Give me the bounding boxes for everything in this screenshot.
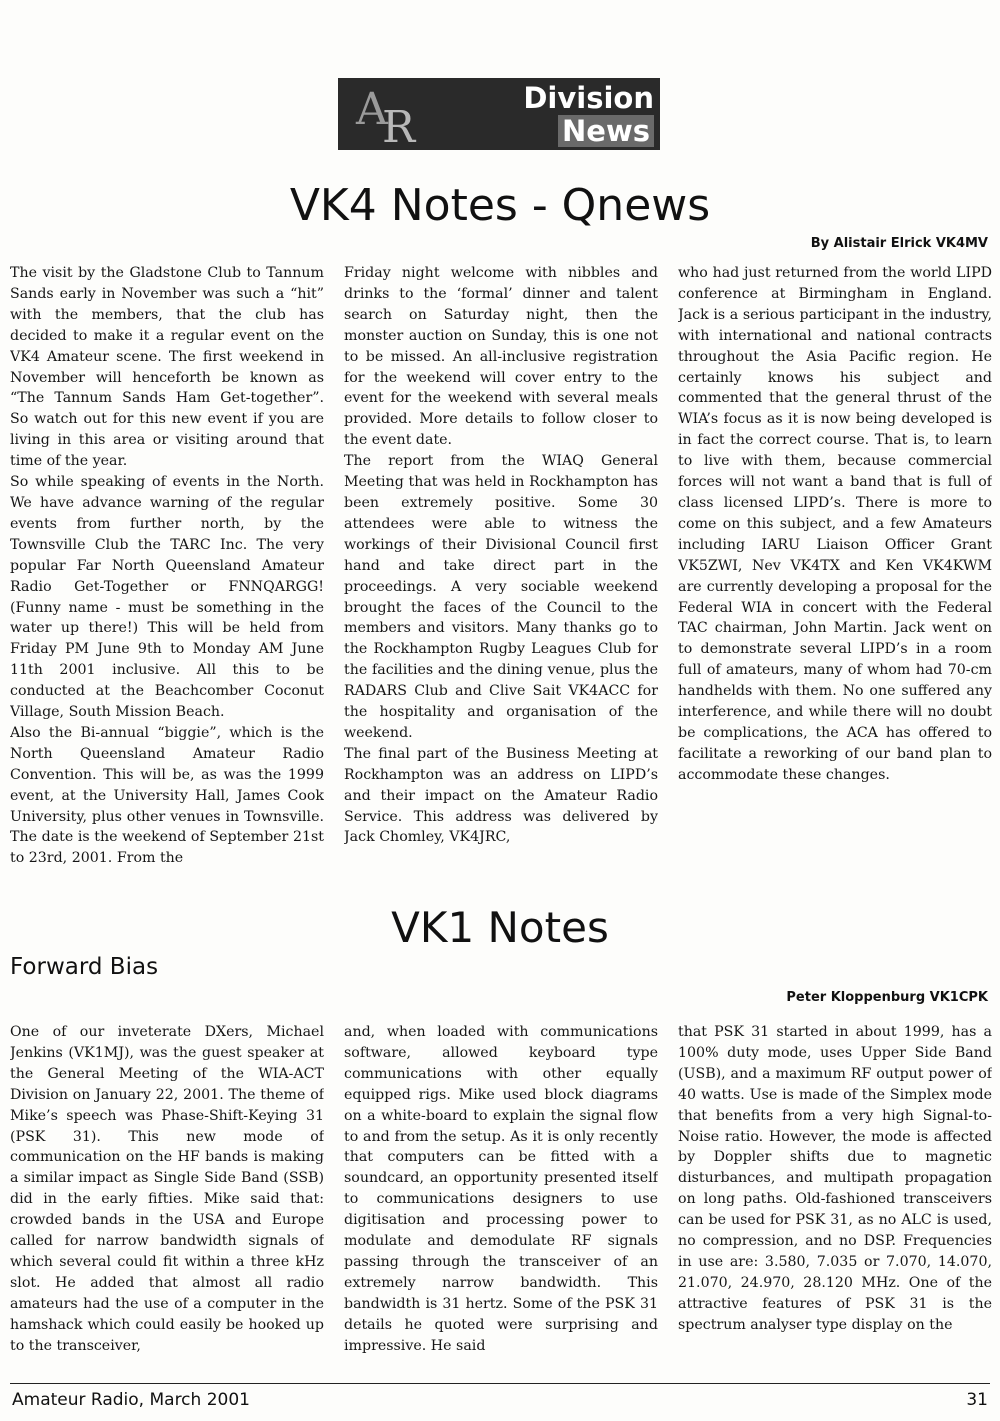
banner-line-division: Division bbox=[523, 81, 654, 115]
vk4-title: VK4 Notes - Qnews bbox=[289, 180, 711, 231]
vk1-column-2 bbox=[344, 1022, 658, 1377]
footer-publication: Amateur Radio, March 2001 bbox=[12, 1390, 250, 1410]
vk4-col1-para-1: The visit by the Gladstone Club to Tannum Sands early in November was such a “hit” with the members, that the club has decided to make it a regular event on the VK4 Amateur scene. The first weekend in November will henceforth be known as “The Tannum Sands Ham Get-together”. So watch out for this new event if you are living in this area or visiting around that time of the year. bbox=[10, 265, 324, 470]
vk1-byline: Peter Kloppenburg VK1CPK bbox=[786, 990, 988, 1005]
vk4-column-2 bbox=[344, 263, 658, 893]
vk1-col2-para-1: and, when loaded with communications software, allowed keyboard type communications with other equally equipped rigs. Mike used block diagrams on a white-board to explain the signal flow to and from the setup. As it is only recently that computers can be fitted with a soundcard, an opportunity presented itself to communications designers to use digitisation and processing power to modulate and demodulate RF signals passing through the transceiver of an extremely narrow bandwidth. This bandwidth is 31 hertz. Some of the PSK 31 details he quoted were surprising and impressive. He said bbox=[344, 1024, 658, 1354]
vk1-column-1 bbox=[10, 1022, 324, 1377]
vk1-col1-para-1: One of our inveterate DXers, Michael Jenkins (VK1MJ), was the guest speaker at the General Meeting of the WIA-ACT Division on January 22, 2001. The theme of Mike’s speech was Phase-Shift-Keying 31 (PSK 31). This new mode of communication on the HF bands is making a similar impact as Single Side Band (SSB) did in the early fifties. Mike said that: crowded bands in the USA and Europe called for narrow bandwidth signals of which several could fit within a three kHz slot. He added that almost all radio amateurs had the use of a computer in the hamshack which could easily be hooked up to the transceiver, bbox=[10, 1024, 324, 1354]
ar-logo bbox=[352, 84, 472, 150]
vk1-title: VK1 Notes bbox=[391, 903, 609, 952]
vk4-byline: By Alistair Elrick VK4MV bbox=[810, 236, 988, 251]
footer-rule bbox=[10, 1383, 990, 1384]
logo-letter-a: A bbox=[356, 84, 388, 135]
vk4-col1-para-3: Also the Bi-annual “biggie”, which is the North Queensland Amateur Radio Convention. This will be, as was the 1999 event, at the University Hall, James Cook University, plus other venues in Townsville. The date is the weekend of September 21st to 23rd, 2001. From the bbox=[10, 724, 324, 867]
vk1-column-3 bbox=[678, 1022, 992, 1377]
division-news-banner bbox=[338, 78, 660, 150]
vk4-col1-para-2: So while speaking of events in the North. We have advance warning of the regular events from further north, by the Townsville Club the TARC Inc. The very popular Far North Queensland Amateur Radio Get-Together or FNNQARGG! (Funny name - must be something in the water up there!) This will be held from Friday PM June 9th to Monday AM June 11th 2001 inclusive. All this to be conducted at the Beachcomber Coconut Village, South Mission Beach. bbox=[10, 474, 324, 721]
vk1-subhead: Forward Bias bbox=[10, 954, 159, 980]
vk4-column-1 bbox=[10, 263, 324, 893]
vk4-col2-para-2: The report from the WIAQ General Meeting that was held in Rockhampton has been extremely positive. Some 30 attendees were able to witness the workings of their Divisional Council first hand and take direct part in the proceedings. A very sociable weekend brought the faces of the Council to the members and visitors. Many thanks go to the Rockhampton Rugby Leagues Club for the facilities and the dining venue, plus the RADARS Club and Clive Sait VK4ACC for the hospitality and organisation of the weekend. bbox=[344, 453, 658, 741]
vk4-col2-para-1: Friday night welcome with nibbles and drinks to the ‘formal’ dinner and talent search on Saturday night, then the monster auction on Sunday, this is one not to be missed. An all-inclusive registration for the weekend will cover entry to the event for the weekend with several meals provided. More details to follow closer to the event date. bbox=[344, 265, 658, 449]
vk4-column-3 bbox=[678, 263, 992, 893]
vk4-col3-para-1: who had just returned from the world LIPD conference at Birmingham in England. Jack is a serious participant in the industry, with international and national contracts throughout the Asia Pacific region. He certainly knows his subject and commented that the general thrust of the WIA’s focus as it is now being developed is in fact the correct course. That is, to learn to live with them, because commercial forces will not want a band that is full of class licensed LIPD’s. There is more to come on this subject, and a few Amateurs including IARU Liaison Officer Grant VK5ZWI, Nev VK4TX and Ken VK4KWM are currently developing a proposal for the Federal WIA in concert with the Federal TAC chairman, John Martin. Jack went on to demonstrate several LIPD’s in a room full of amateurs, many of whom had 70-cm handhelds with them. No one suffered any interference, and while there will no doubt be complications, the ACA has offered to facilitate a reworking of our band plan to accommodate these changes. bbox=[678, 265, 992, 783]
banner-line-news: News bbox=[558, 115, 654, 147]
footer-page-number: 31 bbox=[966, 1390, 988, 1410]
vk1-col3-para-1: that PSK 31 started in about 1999, has a 100% duty mode, uses Upper Side Band (USB), and a maximum RF output power of 40 watts. Use is made of the Simplex mode that benefits from a very high Signal-to-Noise ratio. However, the mode is affected by Doppler shifts due to magnetic disturbances, and multipath propagation on long paths. Old-fashioned transceivers can be used for PSK 31, as no ALC is used, no compression, and no DSP. Frequencies in use are: 3.580, 7.035 or 7.070, 14.070, 21.070, 24.970, 28.120 MHz. One of the attractive features of PSK 31 is the spectrum analyser type display on the bbox=[678, 1024, 992, 1333]
vk4-col2-para-3: The final part of the Business Meeting at Rockhampton was an address on LIPD’s and their impact on the Amateur Radio Service. This address was delivered by Jack Chomley, VK4JRC, bbox=[344, 745, 658, 846]
logo-letter-r: R bbox=[382, 102, 416, 150]
